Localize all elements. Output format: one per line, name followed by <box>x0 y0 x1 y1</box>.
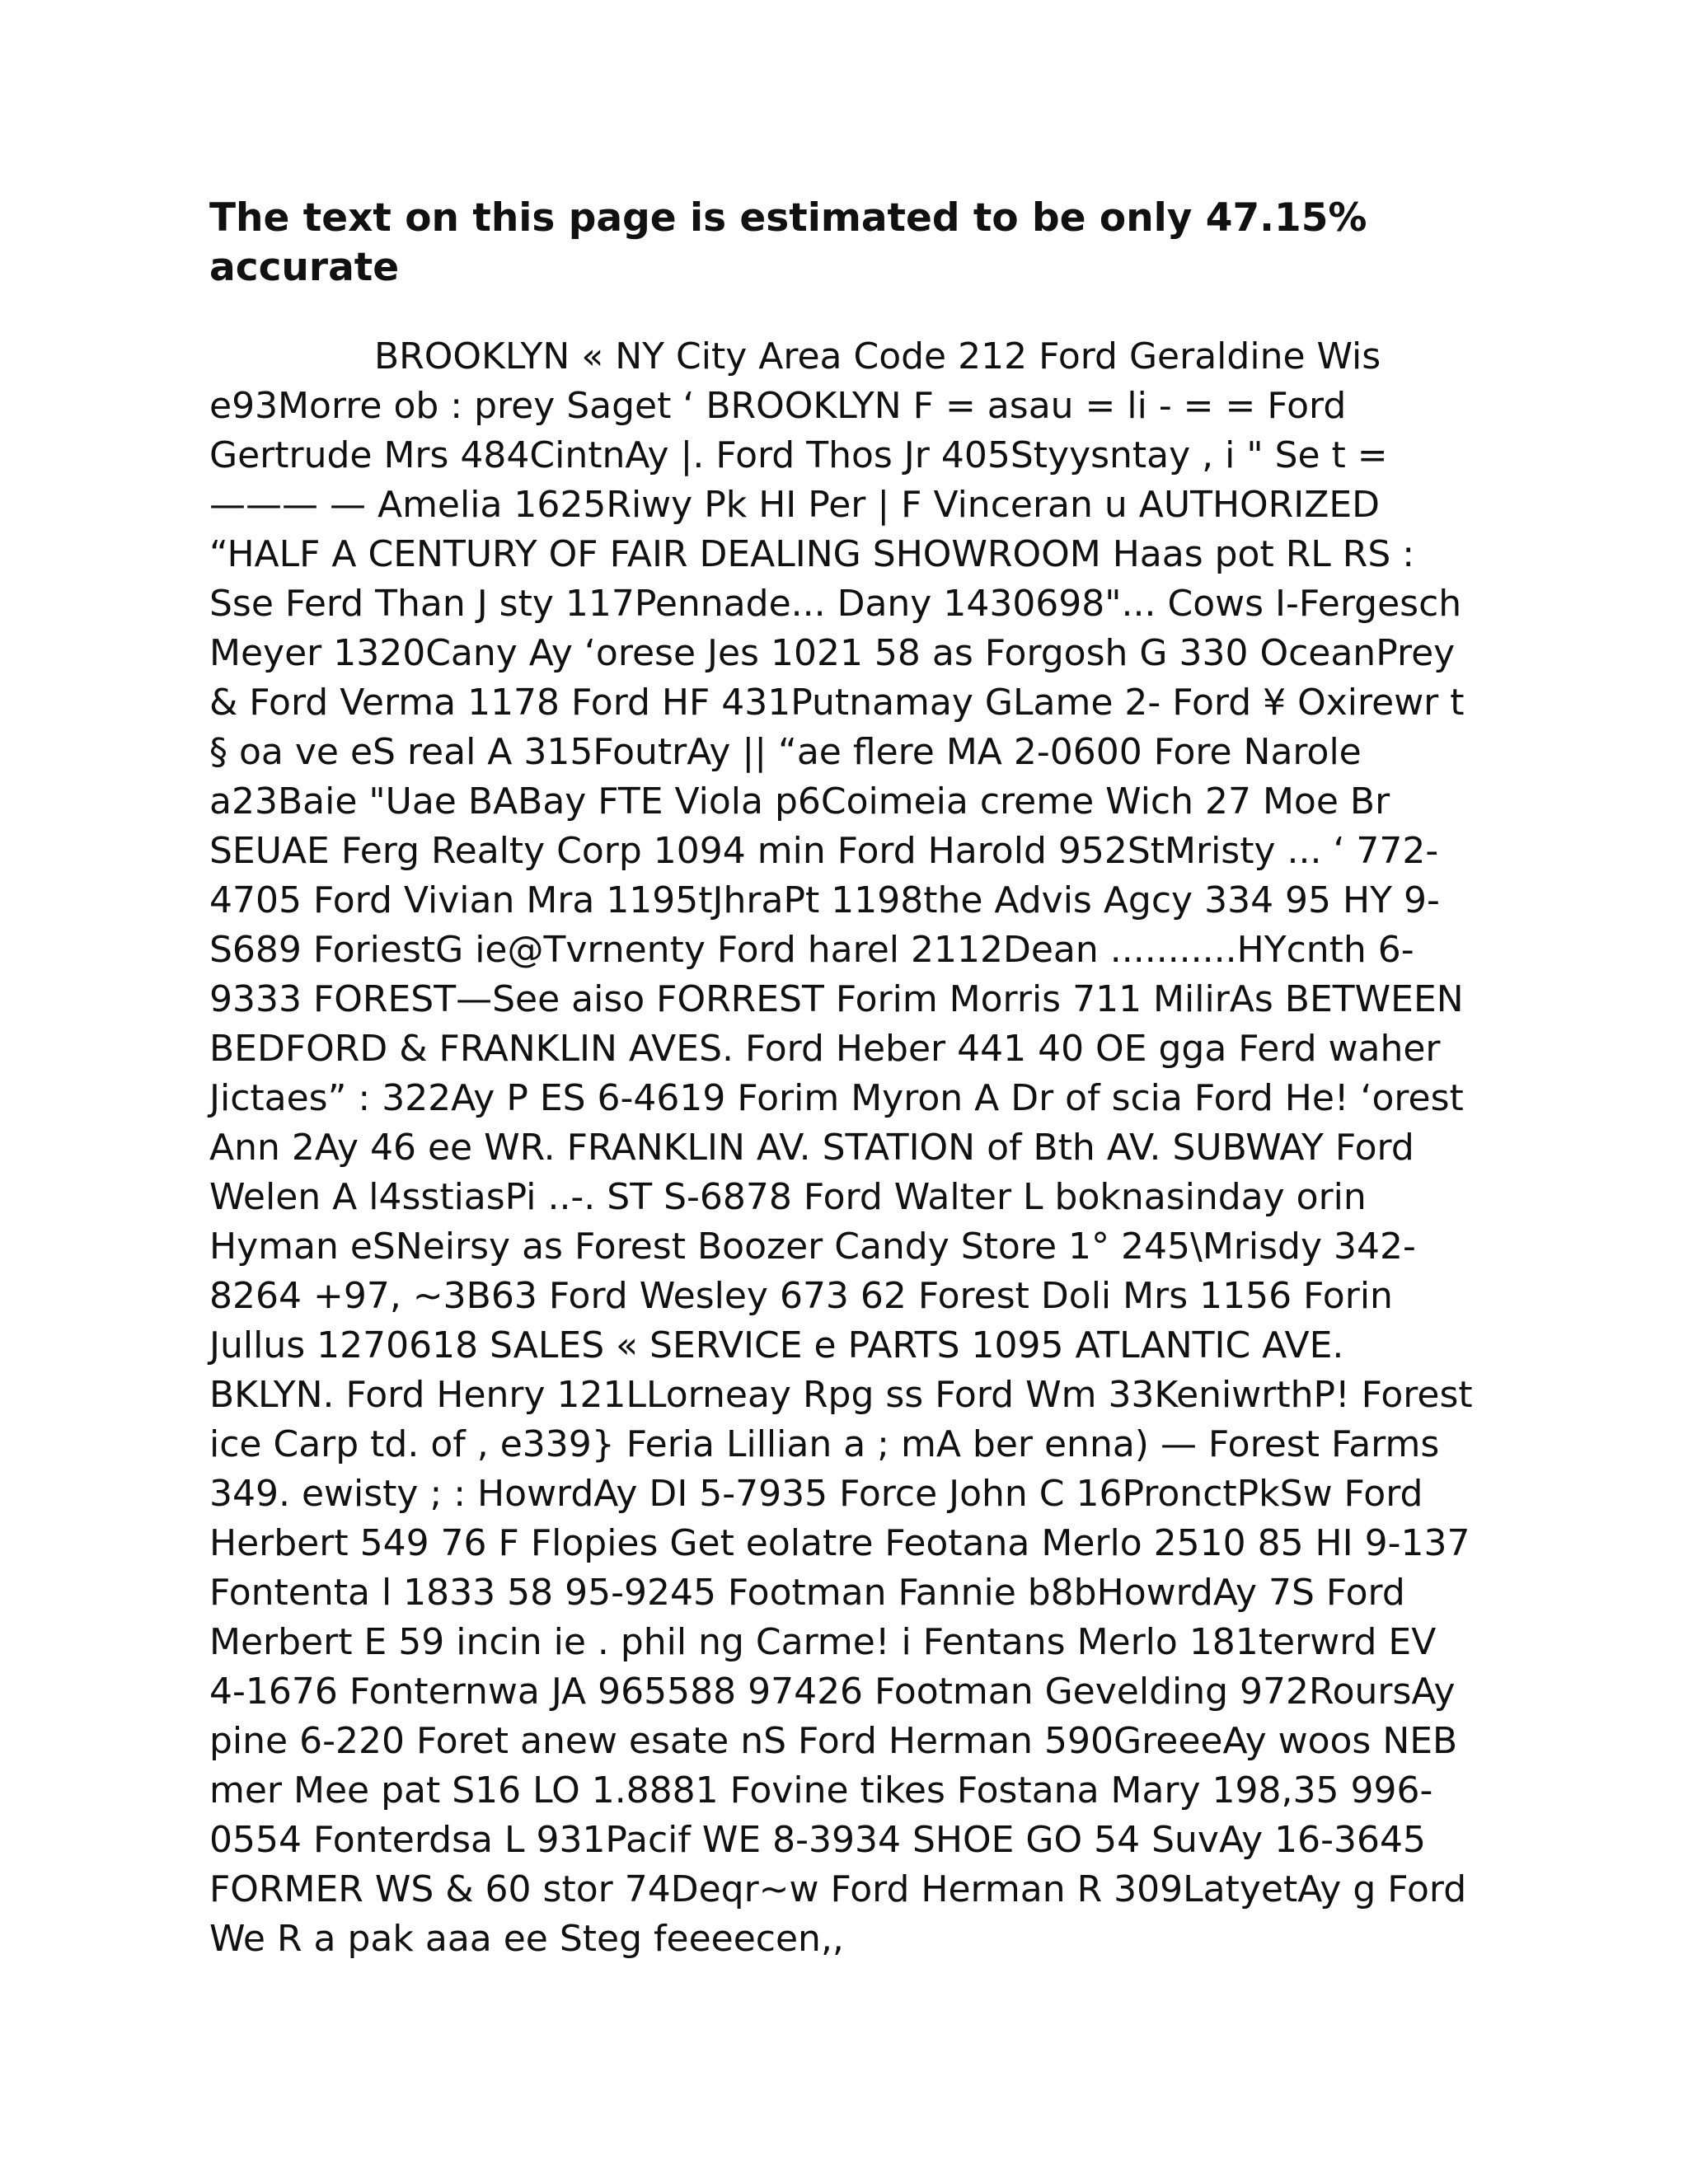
accuracy-heading: The text on this page is estimated to be only 47.15% accurate <box>209 195 1367 290</box>
document-page <box>209 194 1479 1964</box>
ocr-body-text: BROOKLYN « NY City Area Code 212 Ford Geraldine Wis e93Morre ob : prey Saget ‘ BROOKLYN F = asau = li - = = Ford Gertrude Mrs 484CintnAy |. Ford Thos Jr 405Styysntay , i " Se t = ——— — Amelia 1625Riwy Pk HI Per | F Vinceran u AUTHORIZED “HALF A CENTURY OF FAIR DEALING SHOWROOM Haas pot RL RS : Sse Ferd Than J sty 117Pennade... Dany 1430698"... Cows I-Fergesch Meyer 1320Cany Ay ‘orese Jes 1021 58 as Forgosh G 330 OceanPrey & Ford Verma 1178 Ford HF 431Putnamay GLame 2- Ford ¥ Oxirewr t § oa ve eS real A 315FoutrAy || “ae flere MA 2-0600 Fore Narole a23Baie "Uae BABay FTE Viola p6Coimeia creme Wich 27 Moe Br SEUAE Ferg Realty Corp 1094 min Ford Harold 952StMristy ... ‘ 772-4705 Ford Vivian Mra 1195tJhraPt 1198the Advis Agcy 334 95 HY 9-S689 ForiestG ie@Tvrnenty Ford harel 2112Dean ...........HYcnth 6-9333 FOREST—See aiso FORREST Forim Morris 711 MilirAs BETWEEN BEDFORD & FRANKLIN AVES. Ford Heber 441 40 OE gga Ferd waher Jictaes” : 322Ay P ES 6-4619 Forim Myron A Dr of scia Ford He! ‘orest Ann 2Ay 46 ee WR. FRANKLIN AV. STATION of Bth AV. SUBWAY Ford Welen A l4sstiasPi ..-. ST S-6878 Ford Walter L boknasinday orin Hyman eSNeirsy as Forest Boozer Candy Store 1° 245\Mrisdy 342-8264 +97, ~3B63 Ford Wesley 673 62 Forest Doli Mrs 1156 Forin Jullus 1270618 SALES « SERVICE e PARTS 1095 ATLANTIC AVE. BKLYN. Ford Henry 121LLorneay Rpg ss Ford Wm 33KeniwrthP! Forest ice Carp td. of , e339} Feria Lillian a ; mA ber enna) — Forest Farms 349. ewisty ; : HowrdAy DI 5-7935 Force John C 16PronctPkSw Ford Herbert 549 76 F Flopies Get eolatre Feotana Merlo 2510 85 HI 9-137 Fontenta l 1833 58 95-9245 Footman Fannie b8bHowrdAy 7S Ford Merbert E 59 incin ie . phil ng Carme! i Fentans Merlo 181terwrd EV 4-1676 Fonternwa JA 965588 97426 Footman Gevelding 972RoursAy pine 6-220 Foret anew esate nS Ford Herman 590GreeeAy woos NEB mer Mee pat S16 LO 1.8881 Fovine tikes Fostana Mary 198,35 996-0554 Fonterdsa L 931Pacif WE 8-3934 SHOE GO 54 SuvAy 16-3645 FORMER WS & 60 stor 74Deqr~w Ford Herman R 309LatyetAy g Ford We R a pak aaa ee Steg feeeecen,, <box>209 335 1473 1960</box>
